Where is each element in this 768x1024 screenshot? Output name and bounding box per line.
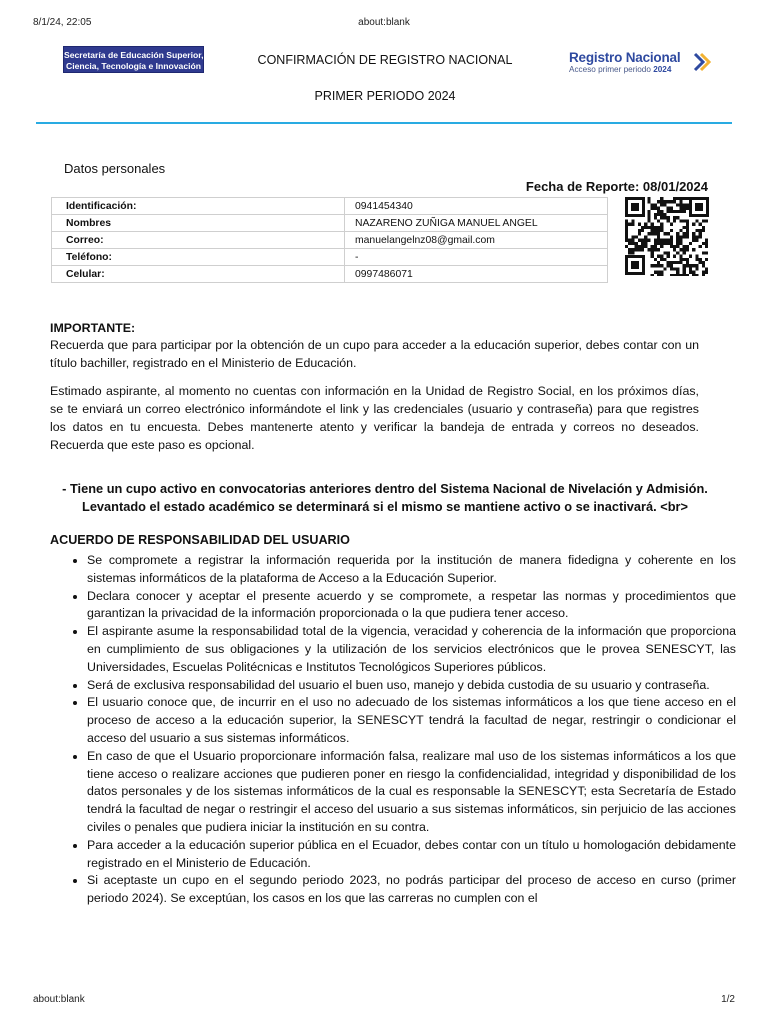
row-value: manuelangelnz08@gmail.com [345, 232, 608, 249]
list-item: • El usuario conoce que, de incurrir en el uso no adecuado de los sistemas informáticos a los que tiene acceso en el proceso de acceso a la educación superior, la SENESCYT tendrá la facultad de negar, restringir o condicionar el acceso del usuario a sus sistemas informáticos. [87, 694, 736, 747]
row-label: Nombres [52, 215, 345, 232]
print-header [33, 17, 735, 31]
row-value: 0941454340 [345, 198, 608, 215]
list-item: • En caso de que el Usuario proporcionare información falsa, realizare mal uso de los sistemas informáticos a los que tiene acceso o realizare acciones que pudieren poner en riesgo la confidencialidad, integridad y disponibilidad de los datos personales y de los sistemas informáticos de la cual es responsable la SENESCYT; esta Secretaría de Estado tendrá la facultad de negar o restringir el acceso del usuario a sus sistemas informáticos, sin perjuicio de las acciones civiles o penales que pudiera iniciar la institución en su contra. [87, 748, 736, 837]
document-subtitle: PRIMER PERIODO 2024 [314, 89, 456, 103]
row-value: 0997486071 [345, 266, 608, 283]
table-row [52, 215, 608, 232]
important-title: IMPORTANTE: [50, 321, 136, 335]
header-divider [36, 122, 732, 124]
print-footer-url: about:blank [33, 994, 85, 1005]
list-item: • Declara conocer y aceptar el presente acuerdo y se compromete, a respetar las normas y procedimientos que garantizan la privacidad de la información proporcionada o la que pudiera tener acceso. [87, 588, 736, 624]
logo-right-sub-prefix: Acceso primer periodo [569, 65, 651, 74]
row-label: Correo: [52, 232, 345, 249]
row-label: Identificación: [52, 198, 345, 215]
important-paragraph-1: Recuerda que para participar por la obtención de un cupo para acceder a la educación superior, debes contar con un título bachiller, registrado en el Ministerio de Educación. [50, 338, 699, 370]
agreement-title: ACUERDO DE RESPONSABILIDAD DEL USUARIO [50, 533, 350, 547]
row-label: Teléfono: [52, 249, 345, 266]
table-row [52, 198, 608, 215]
page-number: 1/2 [721, 994, 735, 1005]
table-row [52, 266, 608, 283]
print-page-title: about:blank [358, 17, 410, 28]
active-quota-notice: - Tiene un cupo activo en convocatorias anteriores dentro del Sistema Nacional de Nivelación y Admisión. Levantado el estado académico se determinará si el mismo se mantiene activo o se inactivará. <br> [62, 481, 708, 514]
row-label: Celular: [52, 266, 345, 283]
qr-code-icon [624, 196, 710, 276]
logo-right-sub [569, 65, 671, 74]
logo-left-line-1: Secretaría de Educación Superior, [64, 50, 204, 60]
agreement-list [50, 552, 736, 908]
logo-right-main: Registro Nacional [569, 50, 681, 65]
table-row [52, 249, 608, 266]
important-paragraph-2: Estimado aspirante, al momento no cuentas con información en la Unidad de Registro Social, en los próximos días, se te enviará un correo electrónico informándote el link y las credenciales (usuario y contraseña) para que registres los datos en tu encuesta. Debes mantenerte atento y verificar la bandeja de entrada y correos no deseados. Recuerda que este paso es opcional. [50, 384, 699, 452]
logo-left-line-2: Ciencia, Tecnología e Innovación [66, 60, 201, 71]
list-item: • Si aceptaste un cupo en el segundo periodo 2023, no podrás participar del proceso de acceso en curso (primer periodo 2024). Se exceptúan, los casos en los que las carreras no cumplen con el [87, 872, 736, 908]
row-value: - [345, 249, 608, 266]
list-item: • Para acceder a la educación superior pública en el Ecuador, debes contar con un título u homologación debidamente registrado en el Ministerio de Educación. [87, 837, 736, 873]
list-item: • Será de exclusiva responsabilidad del usuario el buen uso, manejo y debida custodia de su usuario y contraseña. [87, 677, 736, 695]
list-item: • Se compromete a registrar la información requerida por la institución de manera fidedigna y coherente en los sistemas informáticos de la plataforma de Acceso a la Educación Superior. [87, 552, 736, 588]
personal-data-table [51, 197, 608, 283]
logo-right-sub-year: 2024 [653, 65, 672, 74]
chevron-right-icon [693, 52, 711, 72]
senescyt-logo [63, 46, 204, 73]
registro-nacional-logo [568, 50, 714, 76]
document-title: CONFIRMACIÓN DE REGISTRO NACIONAL [257, 53, 513, 67]
list-item: • El aspirante asume la responsabilidad total de la vigencia, veracidad y coherencia de la información que proporciona en cumplimiento de sus obligaciones y la utilización de los servicios electrónicos que le provea SENESCYT, las Universidades, Escuelas Politécnicas e Institutos Tecnológicos Superiores públicos. [87, 623, 736, 676]
print-datetime: 8/1/24, 22:05 [33, 17, 92, 28]
print-footer [33, 994, 735, 1008]
section-title-personal: Datos personales [64, 161, 166, 176]
row-value: NAZARENO ZUÑIGA MANUEL ANGEL [345, 215, 608, 232]
table-row [52, 232, 608, 249]
report-date: Fecha de Reporte: 08/01/2024 [525, 179, 708, 194]
